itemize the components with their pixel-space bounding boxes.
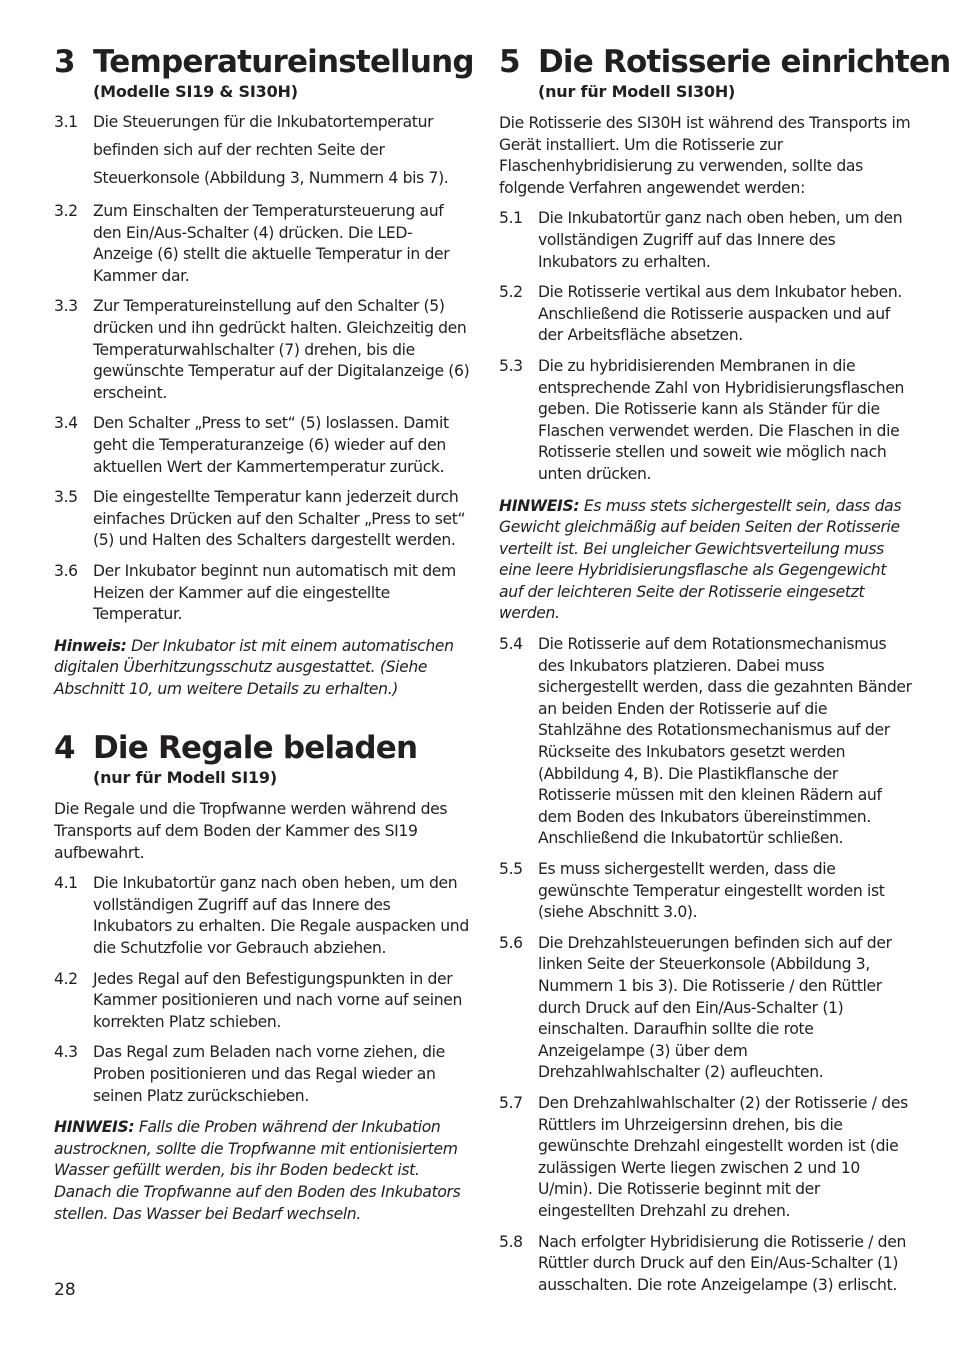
list-item xyxy=(54,969,470,1034)
step-text: Die Rotisserie vertikal aus dem Inkubator heben. Anschließend die Rotisserie auspacken und auf der Arbeitsfläche absetzen. xyxy=(538,283,902,345)
right-column xyxy=(499,44,951,1296)
step-number: 3.5 xyxy=(54,488,78,507)
note xyxy=(499,496,913,626)
section-heading xyxy=(499,44,951,80)
step-number: 3.4 xyxy=(54,414,78,433)
note-text: Falls die Proben während der Inkubation austrocknen, sollte die Tropfwanne mit entionisiertem Wasser gefüllt werden, bis ihr Boden bedeckt ist. Danach die Tropfwanne auf den Boden des Inkubators stellen. Das Wasser bei Bedarf wechseln. xyxy=(54,1118,461,1223)
section-intro: Die Regale und die Tropfwanne werden während des Transports auf dem Boden der Kammer des SI19 aufbewahrt. xyxy=(54,800,448,862)
list-item xyxy=(54,296,470,404)
note xyxy=(54,1117,470,1225)
step-text: Es muss sichergestellt werden, dass die gewünschte Temperatur eingestellt worden ist (siehe Abschnitt 3.0). xyxy=(538,860,885,922)
step-number: 5.8 xyxy=(499,1232,523,1251)
step-text: Nach erfolgter Hybridisierung die Rotisserie / den Rüttler durch Druck auf den Ein/Aus-Schalter (1) ausschalten. Die rote Anzeigelampe (3) erlischt. xyxy=(538,1232,907,1294)
section-subtitle: (nur für Modell SI19) xyxy=(93,768,277,788)
note-label: HINWEIS: xyxy=(499,496,580,515)
step-text: Das Regal zum Beladen nach vorne ziehen, die Proben positionieren und das Regal wieder an seinen Platz zurückschieben. xyxy=(93,1043,445,1105)
list-item xyxy=(499,356,913,486)
section-heading xyxy=(54,44,474,80)
step-text: Die eingestellte Temperatur kann jederzeit durch einfaches Drücken auf den Schalter „Press to set“ (5) und Halten des Schalters dargestellt werden. xyxy=(93,488,466,550)
list-item xyxy=(54,487,470,552)
list-item xyxy=(54,873,470,959)
step-number: 4.3 xyxy=(54,1043,78,1062)
section-number: 3 xyxy=(54,44,76,80)
step-number: 5.1 xyxy=(499,209,523,228)
section-4 xyxy=(54,730,470,1225)
section-number: 4 xyxy=(54,730,76,767)
list-item xyxy=(54,201,470,287)
step-number: 5.6 xyxy=(499,933,523,952)
section-title: Die Rotisserie einrichten xyxy=(538,44,951,80)
left-column xyxy=(54,44,474,1225)
list-item xyxy=(54,1042,470,1107)
step-text: Die Inkubatortür ganz nach oben heben, um den vollständigen Zugriff auf das Innere des Inkubators zu erhalten. Die Regale auspacken und die Schutzfolie vor Gebrauch abziehen. xyxy=(93,874,469,958)
step-number: 5.5 xyxy=(499,860,523,878)
step-number: 4.2 xyxy=(54,969,78,988)
section-heading xyxy=(54,730,470,766)
note-text: Es muss stets sichergestellt sein, dass das Gewicht gleichmäßig auf beiden Seiten der Rotisserie verteilt ist. Bei ungleicher Gewichtsverteilung muss eine leere Hybridisierungsflasche als Gegengewicht auf der leichteren Seite der Rotisserie eingesetzt werden. xyxy=(499,496,902,623)
step-number: 5.2 xyxy=(499,283,523,302)
step-number: 3.1 xyxy=(54,113,78,131)
step-text: Die Drehzahlsteuerungen befinden sich auf der linken Seite der Steuerkonsole (Abbildung 3, Nummern 1 bis 3). Die Rotisserie / den Rüttler durch Druck auf den Ein/Aus-Schalter (1) einschalten. Daraufhin sollte die rote Anzeigelampe (3) über dem Drehzahlwahlschalter (2) aufleuchten. xyxy=(538,933,892,1082)
note-text: Der Inkubator ist mit einem automatischen digitalen Überhitzungsschutz ausgestattet. (Siehe Abschnitt 10, um weitere Details zu erhalten.) xyxy=(54,636,454,698)
list-item xyxy=(499,282,913,347)
step-text: Die Steuerungen für die Inkubatortemperatur befinden sich auf der rechten Seite der Steuerkonsole (Abbildung 3, Nummern 4 bis 7). xyxy=(93,113,449,187)
step-number: 5.7 xyxy=(499,1093,523,1112)
section-5 xyxy=(499,44,951,1296)
step-number: 3.6 xyxy=(54,561,78,580)
section-subtitle: (Modelle SI19 & SI30H) xyxy=(93,82,298,101)
page-number: 28 xyxy=(54,1280,76,1300)
step-text: Die Rotisserie auf dem Rotationsmechanismus des Inkubators platzieren. Dabei muss sichergestellt werden, dass die gezahnten Bänder an beiden Enden der Rotisserie auf die Stahlzähne des Rotationsmechanismus auf der Rückseite des Inkubators gesetzt werden (Abbildung 4, B). Die Plastikflansche der Rotisserie müssen mit den kleinen Rädern auf dem Boden des Inkubators übereinstimmen. Anschließend die Inkubatortür schließen. xyxy=(538,635,912,848)
list-item xyxy=(54,108,470,192)
step-text: Die zu hybridisierenden Membranen in die entsprechende Zahl von Hybridisierungsflaschen geben. Die Rotisserie kann als Ständer für die Flaschen verwendet werden. Die Flaschen in die Rotisserie stellen und soweit wie möglich nach unten drücken. xyxy=(538,356,905,483)
list-item xyxy=(499,634,913,850)
step-text: Der Inkubator beginnt nun automatisch mit dem Heizen der Kammer auf die eingestellte Temperatur. xyxy=(93,561,456,624)
step-text: Den Schalter „Press to set“ (5) loslassen. Damit geht die Temperaturanzeige (6) wieder auf den aktuellen Wert der Kammertemperatur zurück. xyxy=(93,414,449,476)
step-number: 5.4 xyxy=(499,635,523,654)
step-number: 4.1 xyxy=(54,874,78,893)
list-item xyxy=(499,933,913,1084)
step-number: 5.3 xyxy=(499,356,523,375)
list-item xyxy=(499,208,913,273)
list-item xyxy=(499,1093,913,1223)
list-item xyxy=(54,561,470,626)
step-text: Zur Temperatureinstellung auf den Schalter (5) drücken und ihn gedrückt halten. Gleichzeitig den Temperaturwahlschalter (7) drehen, bis die gewünschte Temperatur auf der Digitalanzeige (6) erscheint. xyxy=(93,297,470,402)
step-text: Zum Einschalten der Temperatursteuerung auf den Ein/Aus-Schalter (4) drücken. Die LED-Anzeige (6) stellt die aktuelle Temperatur in der Kammer dar. xyxy=(93,202,450,285)
section-title: Temperatureinstellung xyxy=(93,44,474,80)
step-text: Jedes Regal auf den Befestigungspunkten in der Kammer positionieren und nach vorne auf seinen korrekten Platz schieben. xyxy=(93,969,463,1031)
note-label: HINWEIS: xyxy=(54,1118,135,1137)
list-item xyxy=(499,1232,913,1297)
section-number: 5 xyxy=(499,44,521,80)
section-intro: Die Rotisserie des SI30H ist während des Transports im Gerät installiert. Um die Rotisserie zur Flaschenhybridisierung zu verwenden, sollte das folgende Verfahren angewendet werden: xyxy=(499,114,911,197)
note xyxy=(54,636,470,701)
list-item xyxy=(499,859,913,924)
list-item xyxy=(54,413,470,478)
step-text: Die Inkubatortür ganz nach oben heben, um den vollständigen Zugriff auf das Innere des Inkubators zu erhalten. xyxy=(538,209,903,271)
section-title: Die Regale beladen xyxy=(93,730,418,767)
step-number: 3.2 xyxy=(54,202,78,220)
section-3 xyxy=(54,44,474,700)
step-text: Den Drehzahlwahlschalter (2) der Rotisserie / des Rüttlers im Uhrzeigersinn drehen, bis die gewünschte Drehzahl eingestellt worden ist (die zulässigen Werte liegen zwischen 2 und 10 U/min). Die Rotisserie beginnt mit der eingestellten Drehzahl zu drehen. xyxy=(538,1093,908,1220)
note-label: Hinweis: xyxy=(54,636,127,655)
step-number: 3.3 xyxy=(54,297,78,316)
section-subtitle: (nur für Modell SI30H) xyxy=(538,82,736,101)
